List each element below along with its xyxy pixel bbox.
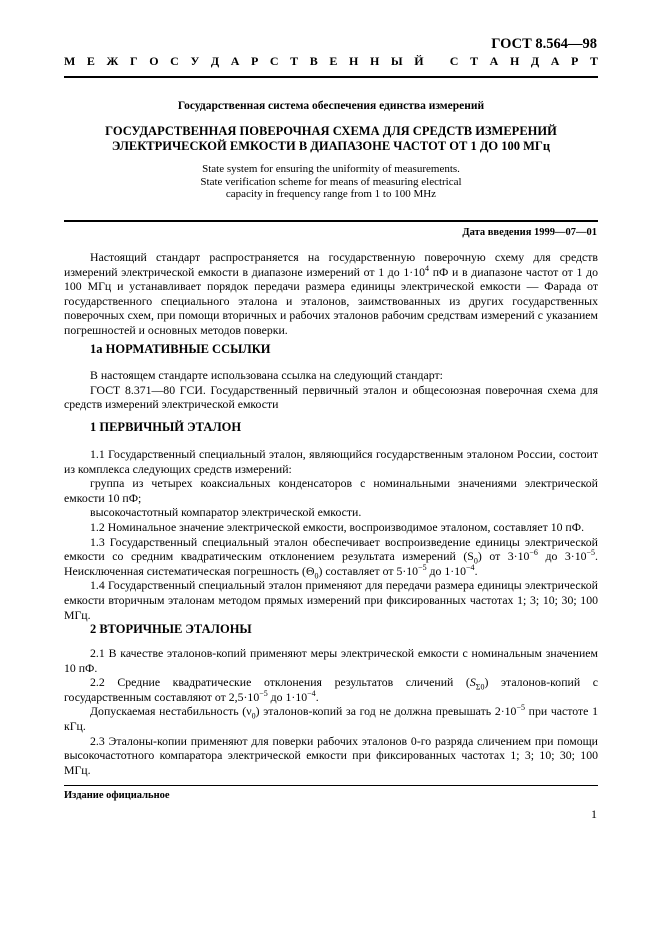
banner-letter: Д	[210, 54, 220, 68]
title-line-1: ГОСУДАРСТВЕННАЯ ПОВЕРОЧНАЯ СХЕМА ДЛЯ СРЕДСТВ ИЗМЕРЕНИЙ	[105, 124, 557, 138]
header-rule	[64, 76, 598, 78]
banner-letter: Т	[470, 54, 479, 68]
system-title: Государственная система обеспечения единства измерений	[177, 100, 485, 112]
banner-letter: Й	[414, 54, 424, 68]
banner-letter: В	[309, 54, 318, 68]
banner-letter	[435, 54, 438, 69]
english-line-3: capacity in frequency range from 1 to 100 MHz	[225, 188, 437, 200]
official-edition-label: Издание официальное	[64, 790, 170, 801]
banner-letter: О	[149, 54, 159, 68]
page-number: 1	[591, 807, 597, 821]
banner-letter: У	[190, 54, 200, 68]
banner-letter: С	[449, 54, 459, 68]
banner-letter: Ы	[390, 54, 403, 68]
footer-rule	[64, 785, 598, 786]
banner-letter: Н	[349, 54, 359, 68]
section-1a-heading: 1а НОРМАТИВНЫЕ ССЫЛКИ	[90, 342, 271, 356]
banner-letter: А	[489, 54, 499, 68]
banner-letter: С	[170, 54, 179, 68]
section-1-heading: 1 ПЕРВИЧНЫЙ ЭТАЛОН	[90, 420, 242, 434]
banner-letter: Д	[530, 54, 540, 68]
section-1a-body: В настоящем стандарте использована ссылка на следующий стандарт: ГОСТ 8.371—80 ГСИ. Государственный первичный эталон и общесоюзная поверочная схема для средств измерений электрической емкости	[64, 368, 598, 412]
banner-letter: А	[230, 54, 240, 68]
interstate-standard-banner	[64, 54, 598, 69]
banner-letter: Е	[329, 54, 338, 68]
banner-letter: Т	[290, 54, 299, 68]
title-rule	[64, 220, 598, 222]
intro-paragraph: Настоящий стандарт распространяется на государственную поверочную схему для средств измерений электрической емкости в диапазоне измерений от 1 до $1\cdot 10^4$ пФ и в диапазоне частот от 1 до 100 МГц и устанавливает порядок передачи размера единицы электрической емкости — Фарада от государственного специального эталона и эталонов, заимствованных из других государственных поверочных схем, при помощи вторичных и рабочих эталонов рабочим средствам измерений с указанием погрешностей и основных методов поверки.	[64, 250, 598, 337]
section-2-heading: 2 ВТОРИЧНЫЕ ЭТАЛОНЫ	[90, 622, 252, 636]
english-line-2: State verification scheme for means of measuring electrical	[200, 175, 462, 188]
banner-letter: Н	[369, 54, 380, 68]
english-title	[64, 163, 598, 201]
section-1-body: 1.1 Государственный специальный эталон, являющийся государственным эталоном России, состоит из комплекса следующих средств измерений: группа из четырех коаксиальных конденсаторов с номинальными значениями электрической емкости 10 пФ; высокочастотный компаратор электрической емкости. 1.2 Номинальное значение электрической емкости, воспроизводимое эталоном, составляет 10 пФ. 1.3 Государственный специальный эталон обеспечивает воспроизведение единицы электрической емкости со средним квадратическим отклонением результата измерений $(S_0)$ от $3\cdot 10^{-6}$ до $3\cdot 10^{-5}$. Неисключенная систематическая погрешность $(\Theta_0)$ составляет от $5\cdot 10^{-5}$ до $1\cdot 10^{-4}$. 1.4 Государственный специальный эталон применяют для передачи размера единицы электрической емкости вторичным эталонам методом прямых измерений при фиксированных частотах 1; 3; 10; 30; 100 МГц.	[64, 447, 598, 622]
banner-letter: Р	[250, 54, 259, 68]
banner-letter: Р	[571, 54, 579, 68]
section-2-body: 2.1 В качестве эталонов-копий применяют меры электрической емкости с номинальным значением 10 пФ. 2.2 Средние квадратические отклонения результатов сличений $(S_{\Sigma 0})$ эталонов-копий с государственным составляют от $2,5\cdot 10^{-5}$ до $1\cdot 10^{-4}$. Допускаемая нестабильность $(\nu_0)$ эталонов-копий за год не должна превышать $2\cdot 10^{-5}$ при частоте 1 кГц. 2.3 Эталоны-копии применяют для поверки рабочих эталонов 0-го разряда сличением при помощи высокочастотного компаратора электрической емкости при фиксированных частотах 1; 3; 10; 30; 100 МГц.	[64, 646, 598, 777]
gost-number: ГОСТ 8.564—98	[491, 36, 597, 52]
banner-letter: Т	[589, 54, 598, 68]
banner-letter: Е	[86, 54, 95, 68]
banner-letter: Г	[130, 54, 138, 68]
banner-letter: Ж	[106, 54, 119, 68]
banner-letter: А	[550, 54, 560, 68]
banner-letter: Н	[509, 54, 520, 68]
document-title	[64, 124, 598, 154]
banner-letter: М	[64, 54, 76, 68]
title-line-2: ЭЛЕКТРИЧЕСКОЙ ЕМКОСТИ В ДИАПАЗОНЕ ЧАСТОТ ОТ 1 ДО 100 МГц	[111, 139, 551, 153]
effective-date: Дата введения 1999—07—01	[462, 227, 597, 238]
english-line-1: State system for ensuring the uniformity of measurements.	[202, 163, 460, 175]
banner-letter: С	[269, 54, 279, 68]
